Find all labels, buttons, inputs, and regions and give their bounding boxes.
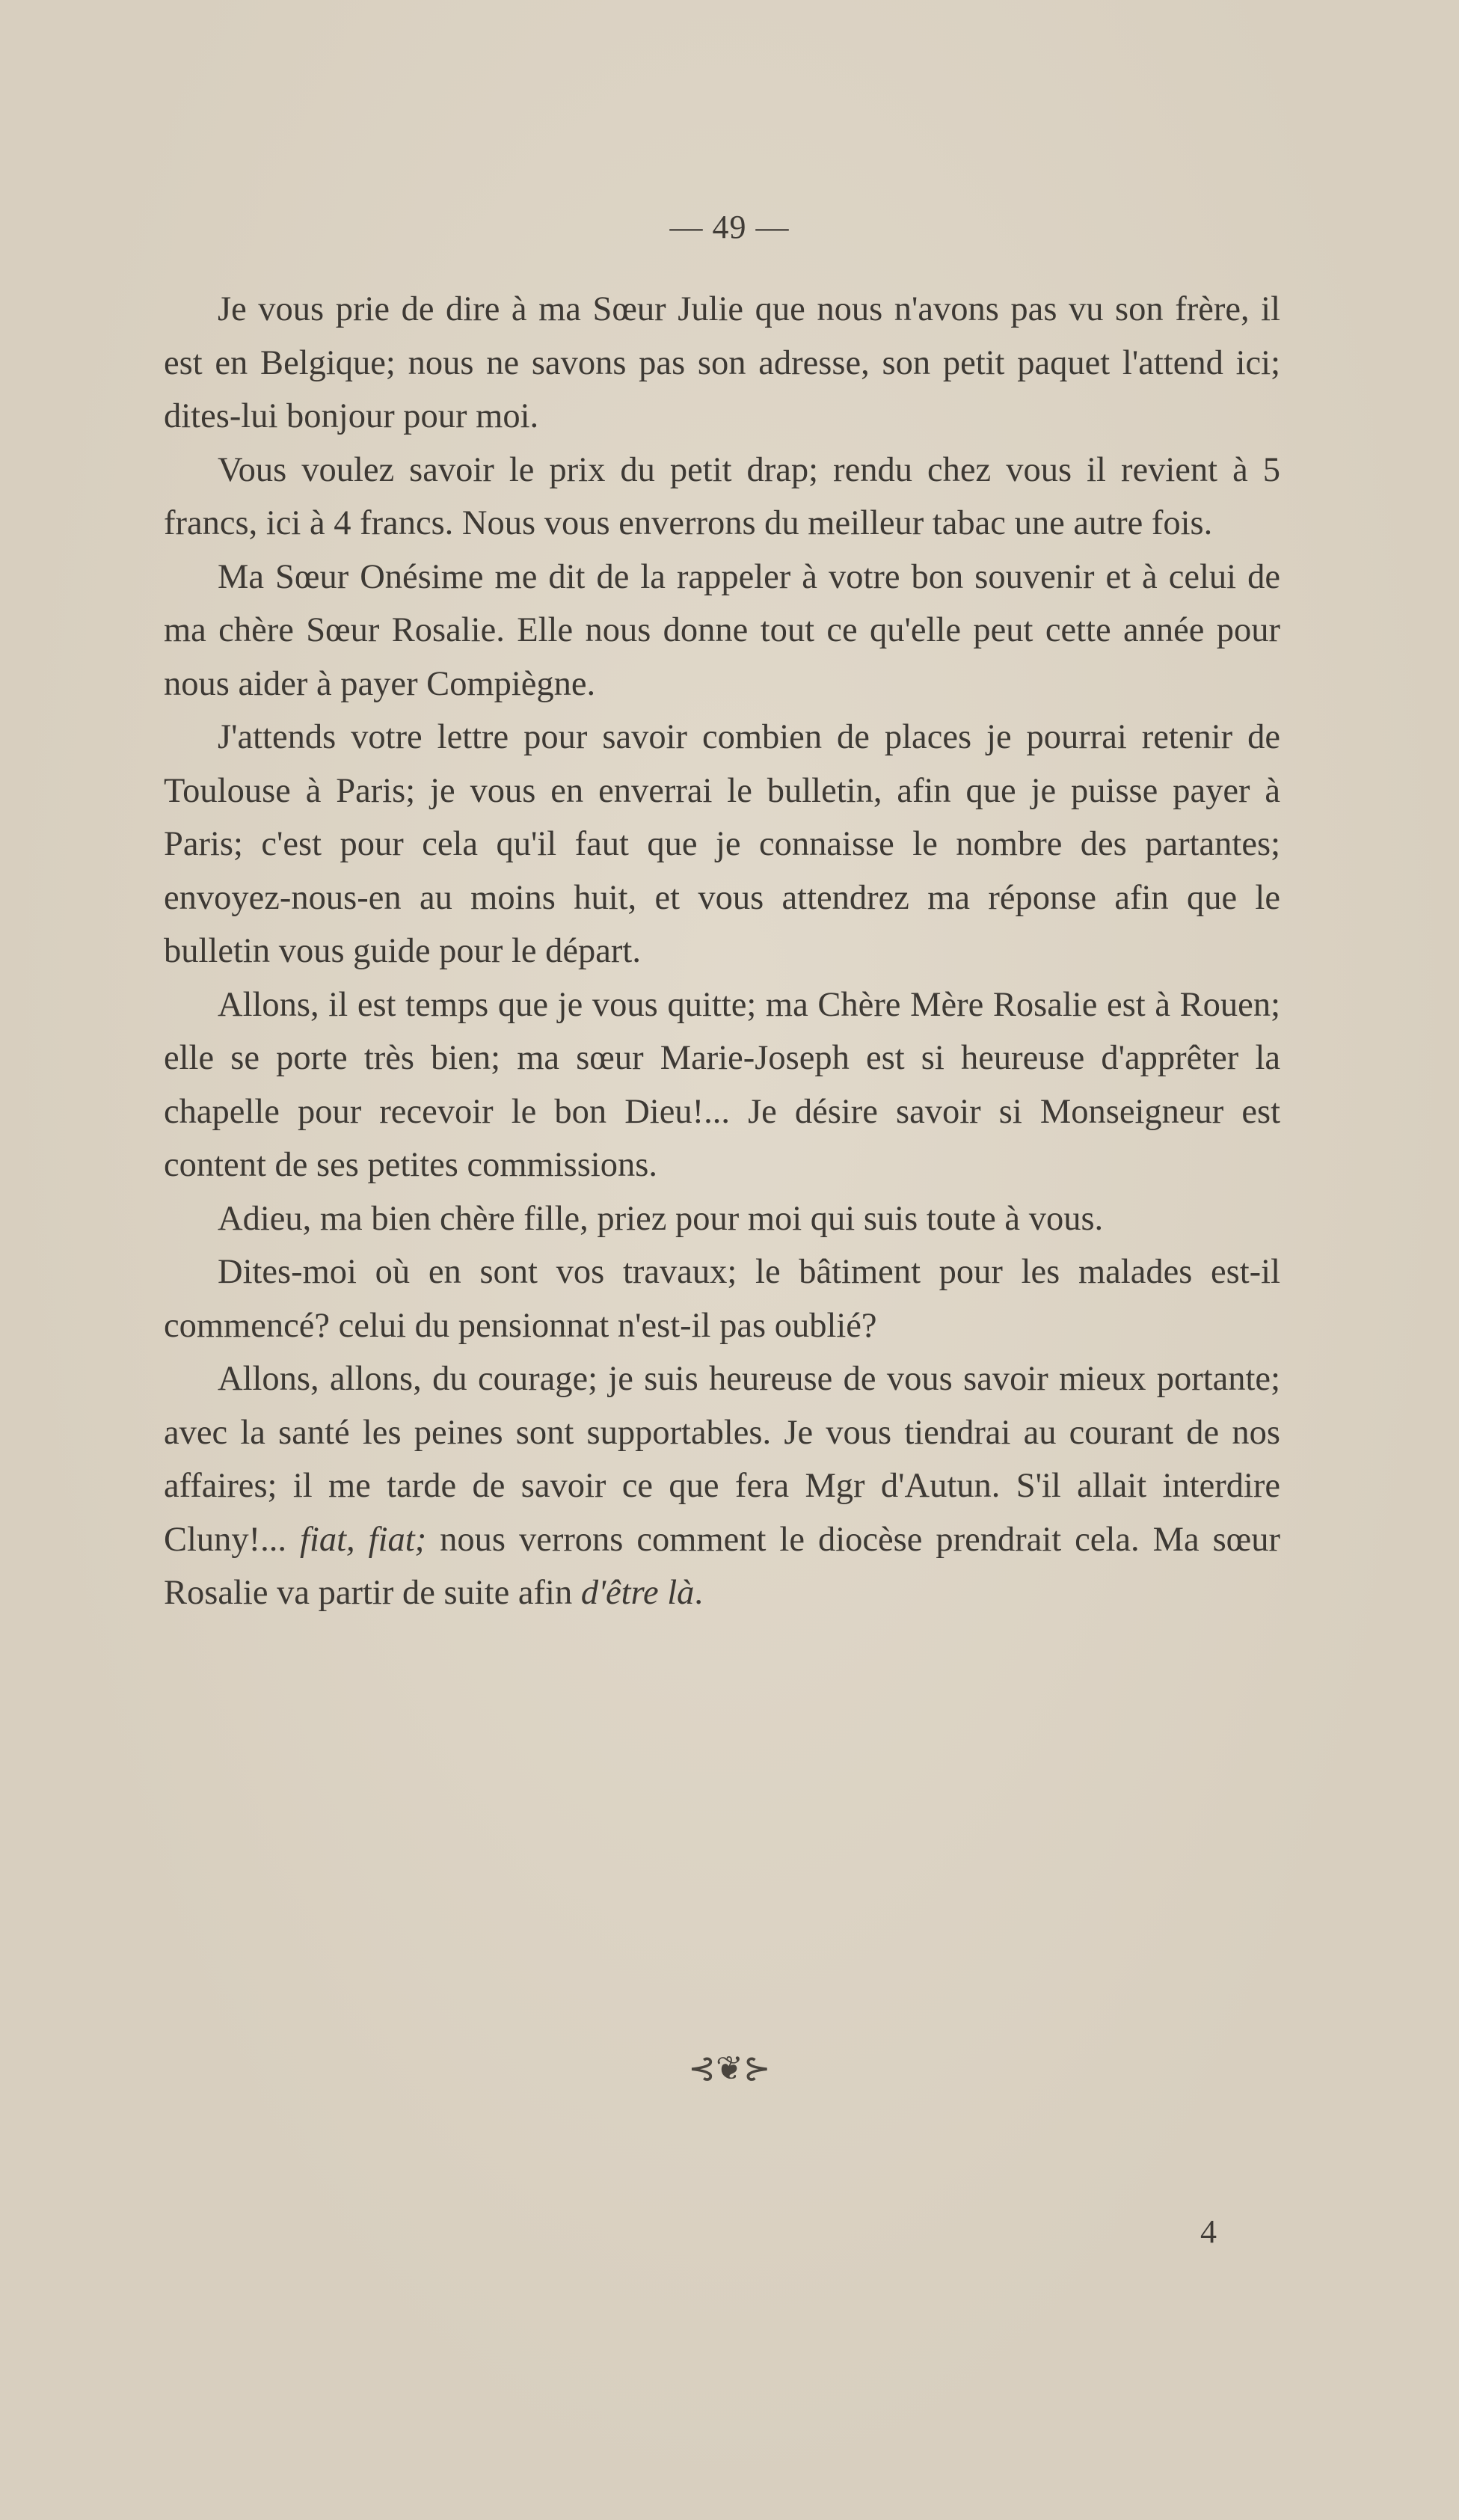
paragraph-last [164,1352,1280,1620]
paragraph: Ma Sœur Onésime me dit de la rappeler à votre bon souvenir et à celui de ma chère Sœur Rosalie. Elle nous donne tout ce qu'elle peut cette année pour nous aider à payer Compiègne. [164,557,1280,703]
text-run: Allons, allons, du courage; je suis heureuse de vous savoir mieux portante; avec la santé les peines sont supportables. Je vous tiendrai au courant de nos affaires; il me tarde de savoir ce que fera Mgr d'Autun. S'il allait interdire Cluny!... [164,1360,1280,1559]
paragraph: Je vous prie de dire à ma Sœur Julie que nous n'avons pas vu son frère, il est en Belgique; nous ne savons pas son adresse, son petit paquet l'attend ici; dites-lui bonjour pour moi. [164,290,1280,435]
paragraph: Vous voulez savoir le prix du petit drap; rendu chez vous il revient à 5 francs, ici à 4 francs. Nous vous enverrons du meilleur tabac une autre fois. [164,450,1280,542]
italic-text-run: d'être là [580,1574,695,1612]
italic-text-run: fiat, fiat; [300,1520,427,1559]
paragraph: Allons, il est temps que je vous quitte; ma Chère Mère Rosalie est à Rouen; elle se porte très bien; ma sœur Marie-Joseph est si heureuse d'apprêter la chapelle pour recevoir le bon Dieu!... Je désire savoir si Monseigneur est content de ses petites commissions. [164,985,1280,1184]
fleuron-ornament: ⊰❦⊱ [688,2050,771,2088]
paragraph: J'attends votre lettre pour savoir combien de places je pourrai retenir de Toulouse à Paris; je vous en enverrai le bulletin, afin que je puisse payer à Paris; c'est pour cela qu'il faut que je connaisse le nombre des partantes; envoyez-nous-en au moins huit, et vous attendrez ma réponse afin que le bulletin vous guide pour le départ. [164,718,1280,970]
signature-mark: 4 [1200,2213,1217,2250]
paragraph: Dites-moi où en sont vos travaux; le bâtiment pour les malades est-il commencé? celui du pensionnat n'est-il pas oublié? [164,1253,1280,1345]
text-run: . [694,1574,704,1612]
letter-body [164,283,1280,1620]
page-number-header: — 49 — [669,209,790,245]
paragraph: Adieu, ma bien chère fille, priez pour moi qui suis toute à vous. [218,1199,1104,1238]
text-run: nous verrons comment le diocèse prendrait cela. Ma sœur Rosalie va partir de suite afin [164,1520,1280,1612]
